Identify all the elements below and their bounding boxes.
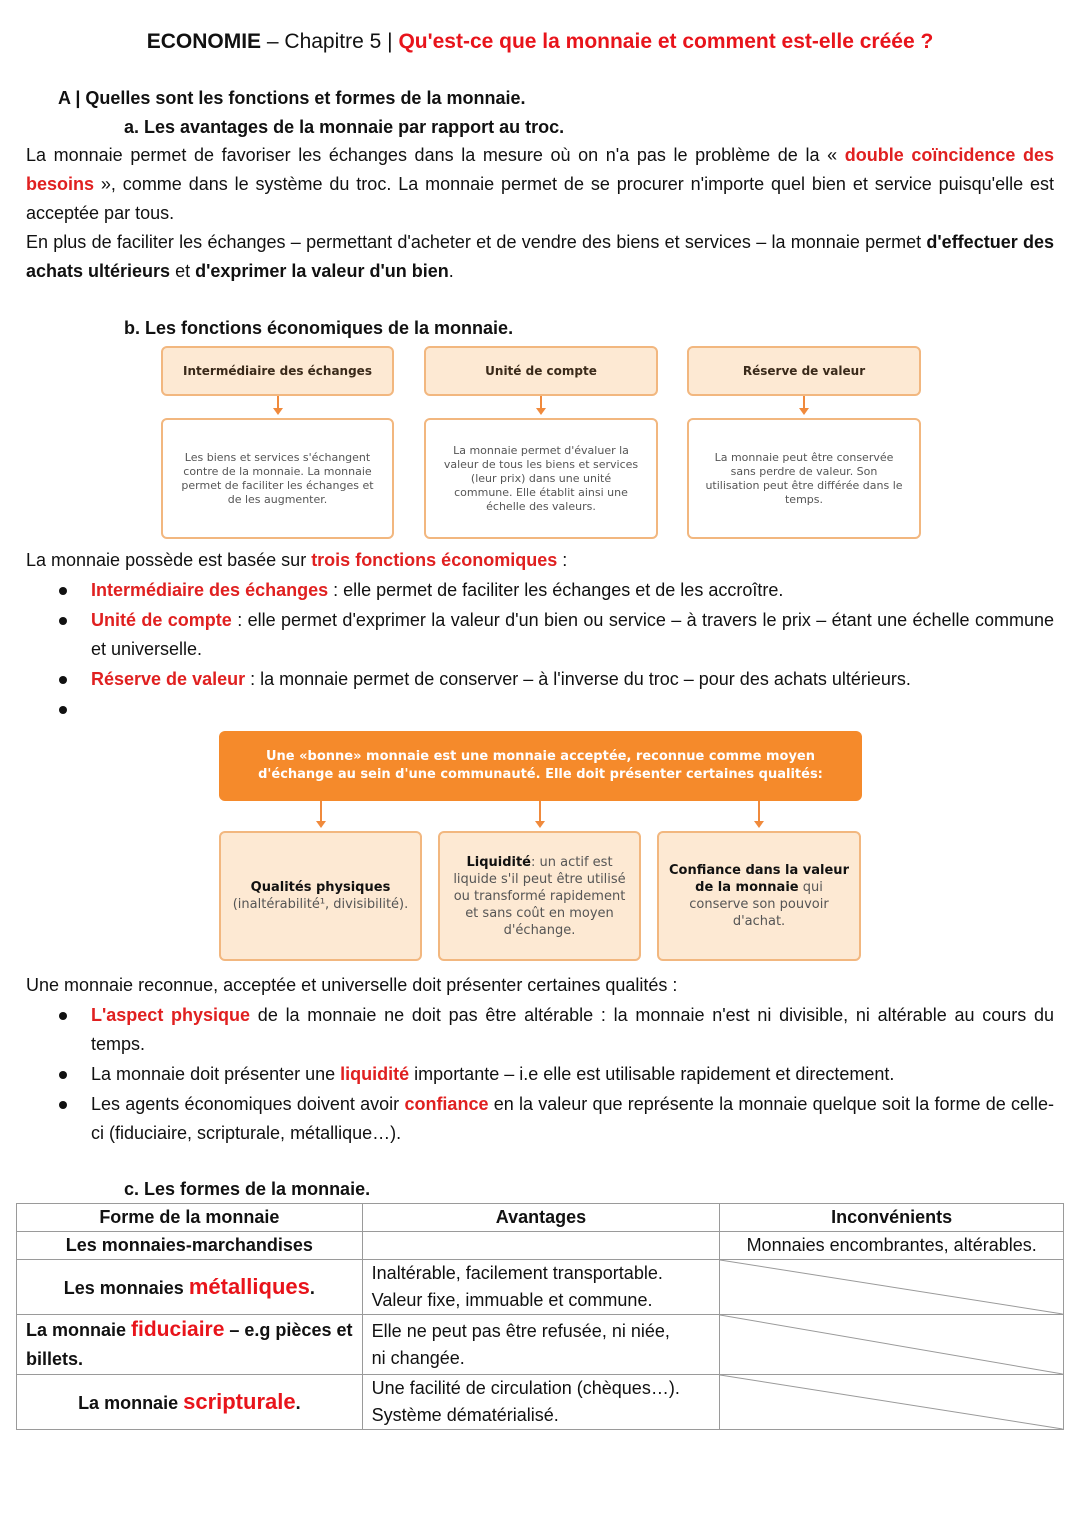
- qualities-intro: Une monnaie reconnue, acceptée et universelle doit présenter certaines qualités :: [26, 975, 678, 995]
- arrow-line: [539, 801, 541, 821]
- form-highlight: scripturale: [183, 1389, 296, 1414]
- column-header: Forme de la monnaie: [17, 1204, 363, 1232]
- subsection-a-title: a. Les avantages de la monnaie par rapport au troc.: [124, 117, 565, 137]
- bullet-text: importante – i.e elle est utilisable rapidement et directement.: [409, 1064, 895, 1084]
- arrow-line: [758, 801, 760, 821]
- intro-text: La monnaie possède est basée sur: [26, 550, 312, 570]
- bullet-term: L'aspect physique: [91, 1005, 251, 1025]
- subsection-c-title: c. Les formes de la monnaie.: [124, 1179, 371, 1199]
- list-item: [26, 665, 1054, 694]
- arrow-line: [320, 801, 322, 821]
- quality-liquidity-title: Liquidité: [466, 854, 532, 870]
- bullet-term: Intermédiaire des échanges: [91, 580, 329, 600]
- title-prefix: ECONOMIE: [146, 30, 262, 53]
- page-title: [0, 30, 1080, 54]
- table-row: [17, 1260, 1064, 1315]
- bullet-text: en la valeur que représente la monnaie quelque soit la forme de celle-ci (fiduciaire, scripturale, métallique…).: [91, 1094, 1055, 1143]
- diagonal-strike: [720, 1315, 1063, 1374]
- drawbacks-cell-empty: [720, 1315, 1064, 1375]
- form-highlight: fiduciaire: [131, 1318, 225, 1341]
- advantage-line: ni changée.: [371, 1347, 465, 1368]
- bullet-text: de la monnaie ne doit pas être altérable : la monnaie n'est ni divisible, ni altérable au cours du temps.: [91, 1005, 1054, 1054]
- form-cell: [17, 1232, 363, 1260]
- bullet-icon: [59, 1071, 67, 1079]
- form-text: Les monnaies: [63, 1278, 189, 1298]
- bullet-icon: [59, 1012, 67, 1020]
- list-item: [26, 606, 1054, 664]
- advantage-line: Elle ne peut pas être refusée, ni niée,: [371, 1320, 670, 1341]
- bullet-term: Réserve de valeur: [91, 669, 246, 689]
- bullet-icon: [59, 587, 67, 595]
- qualities-list: [26, 1001, 1054, 1148]
- arrow-line: [540, 396, 542, 408]
- p2-bold-1: d'effectuer des achats ultérieurs: [26, 232, 1054, 281]
- bullet-icon: [59, 617, 67, 625]
- bullet-icon: [59, 706, 67, 714]
- form-text: La monnaie: [26, 1320, 132, 1340]
- advantages-cell: [362, 1260, 720, 1315]
- quality-confidence-title: Confiance dans la valeur de la monnaie: [669, 863, 849, 895]
- arrow-down-icon: [273, 408, 283, 415]
- form-text: Les monnaies-marchandises: [65, 1235, 313, 1255]
- money-forms-table: [16, 1203, 1064, 1430]
- title-chapter: – Chapitre 5 |: [261, 30, 399, 53]
- bullet-before: Les agents économiques doivent avoir: [91, 1094, 405, 1114]
- quality-confidence-text: qui conserve son pouvoir d'achat.: [689, 880, 829, 929]
- arrow-line: [277, 396, 279, 408]
- list-item: [26, 1060, 1054, 1089]
- table-row: [17, 1375, 1064, 1430]
- function-body-reserve: La monnaie peut être conservée sans perdre de valeur. Son utilisation peut être différée dans le temps.: [687, 418, 921, 539]
- arrow-down-icon: [799, 408, 809, 415]
- diagonal-strike: [720, 1375, 1063, 1429]
- form-tail: – e.g pièces et billets.: [26, 1320, 353, 1369]
- arrow-down-icon: [536, 408, 546, 415]
- function-head-exchange: Intermédiaire des échanges: [161, 346, 394, 396]
- form-cell: [17, 1260, 363, 1315]
- drawbacks-cell: Monnaies encombrantes, altérables.: [720, 1232, 1064, 1260]
- table-header-row: [17, 1204, 1064, 1232]
- title-question: Qu'est-ce que la monnaie et comment est-elle créée ?: [398, 30, 934, 53]
- advantage-line: Inaltérable, facilement transportable.: [371, 1263, 663, 1283]
- form-text: La monnaie: [78, 1393, 184, 1413]
- advantages-cell: [362, 1375, 720, 1430]
- p2-text: En plus de faciliter les échanges – permettant d'acheter et de vendre des biens et services – la monnaie permet: [26, 232, 927, 252]
- arrow-down-icon: [316, 821, 326, 828]
- function-body-exchange: Les biens et services s'échangent contre de la monnaie. La monnaie permet de faciliter les échanges et de les augmenter.: [161, 418, 394, 539]
- form-tail: .: [295, 1393, 301, 1413]
- advantages-cell: [362, 1232, 720, 1260]
- list-item-empty: [26, 695, 1054, 724]
- form-highlight: métalliques: [188, 1274, 310, 1299]
- bullet-term: Unité de compte: [91, 610, 232, 630]
- column-header: Avantages: [362, 1204, 720, 1232]
- quality-liquidity: [438, 831, 641, 961]
- table-row: [17, 1315, 1064, 1375]
- bullet-icon: [59, 1101, 67, 1109]
- arrow-down-icon: [754, 821, 764, 828]
- p1-text-end: », comme dans le système du troc. La monnaie permet de se procurer n'importe quel bien et service puisqu'elle est acceptée par tous.: [26, 174, 1054, 223]
- functions-list: [26, 576, 1054, 724]
- p1-text: La monnaie permet de favoriser les échanges dans la mesure où on n'a pas le problème de la «: [26, 145, 845, 165]
- form-tail: .: [309, 1278, 315, 1298]
- section-a-title: A | Quelles sont les fonctions et formes de la monnaie.: [58, 88, 526, 108]
- diagonal-strike: [720, 1260, 1063, 1314]
- bullet-icon: [59, 676, 67, 684]
- subsection-b-title: b. Les fonctions économiques de la monnaie.: [124, 318, 514, 338]
- advantage-line: Valeur fixe, immuable et commune.: [371, 1290, 653, 1310]
- quality-confidence: [657, 831, 861, 961]
- bullet-term: liquidité: [340, 1064, 410, 1084]
- intro-end: :: [557, 550, 568, 570]
- advantage-line: Une facilité de circulation (chèques…).: [371, 1378, 680, 1398]
- paragraph-troc: [26, 141, 1054, 228]
- paragraph-functions: [26, 228, 1054, 286]
- list-item: [26, 576, 1054, 605]
- function-head-account: Unité de compte: [424, 346, 658, 396]
- bullet-text: : la monnaie permet de conserver – à l'inverse du troc – pour des achats ultérieurs.: [245, 669, 911, 689]
- drawbacks-cell-empty: [720, 1260, 1064, 1315]
- form-cell: [17, 1315, 363, 1375]
- good-money-banner: Une «bonne» monnaie est une monnaie acceptée, reconnue comme moyen d'échange au sein d'une communauté. Elle doit présenter certaines qualités:: [219, 731, 862, 801]
- p2-mid: et: [170, 261, 196, 281]
- function-head-reserve: Réserve de valeur: [687, 346, 921, 396]
- intro-highlight: trois fonctions économiques: [311, 550, 558, 570]
- p2-end: .: [448, 261, 454, 281]
- bullet-text: : elle permet de faciliter les échanges et de les accroître.: [328, 580, 784, 600]
- functions-intro: [26, 546, 1054, 575]
- quality-liquidity-text: : un actif est liquide s'il peut être utilisé ou transformé rapidement et sans coût en moyen d'échange.: [453, 854, 626, 938]
- advantage-line: Système dématérialisé.: [371, 1405, 559, 1425]
- quality-physical-text: (inaltérabilité¹, divisibilité).: [232, 897, 409, 912]
- table-row: [17, 1232, 1064, 1260]
- p1-highlight: double coïncidence des besoins: [26, 145, 1055, 194]
- form-cell: [17, 1375, 363, 1430]
- arrow-down-icon: [535, 821, 545, 828]
- quality-physical: [219, 831, 422, 961]
- list-item: [26, 1090, 1054, 1148]
- function-body-account: La monnaie permet d'évaluer la valeur de tous les biens et services (leur prix) dans une unité commune. Elle établit ainsi une échelle des valeurs.: [424, 418, 658, 539]
- advantages-cell: [362, 1315, 720, 1375]
- bullet-before: La monnaie doit présenter une: [91, 1064, 341, 1084]
- bullet-text: : elle permet d'exprimer la valeur d'un bien ou service – à travers le prix – étant une échelle commune et universelle.: [91, 610, 1054, 659]
- quality-physical-title: Qualités physiques: [250, 880, 391, 895]
- arrow-line: [803, 396, 805, 408]
- drawbacks-cell-empty: [720, 1375, 1064, 1430]
- p2-bold-2: d'exprimer la valeur d'un bien: [195, 261, 449, 281]
- list-item: [26, 1001, 1054, 1059]
- bullet-term: confiance: [404, 1094, 489, 1114]
- column-header: Inconvénients: [720, 1204, 1064, 1232]
